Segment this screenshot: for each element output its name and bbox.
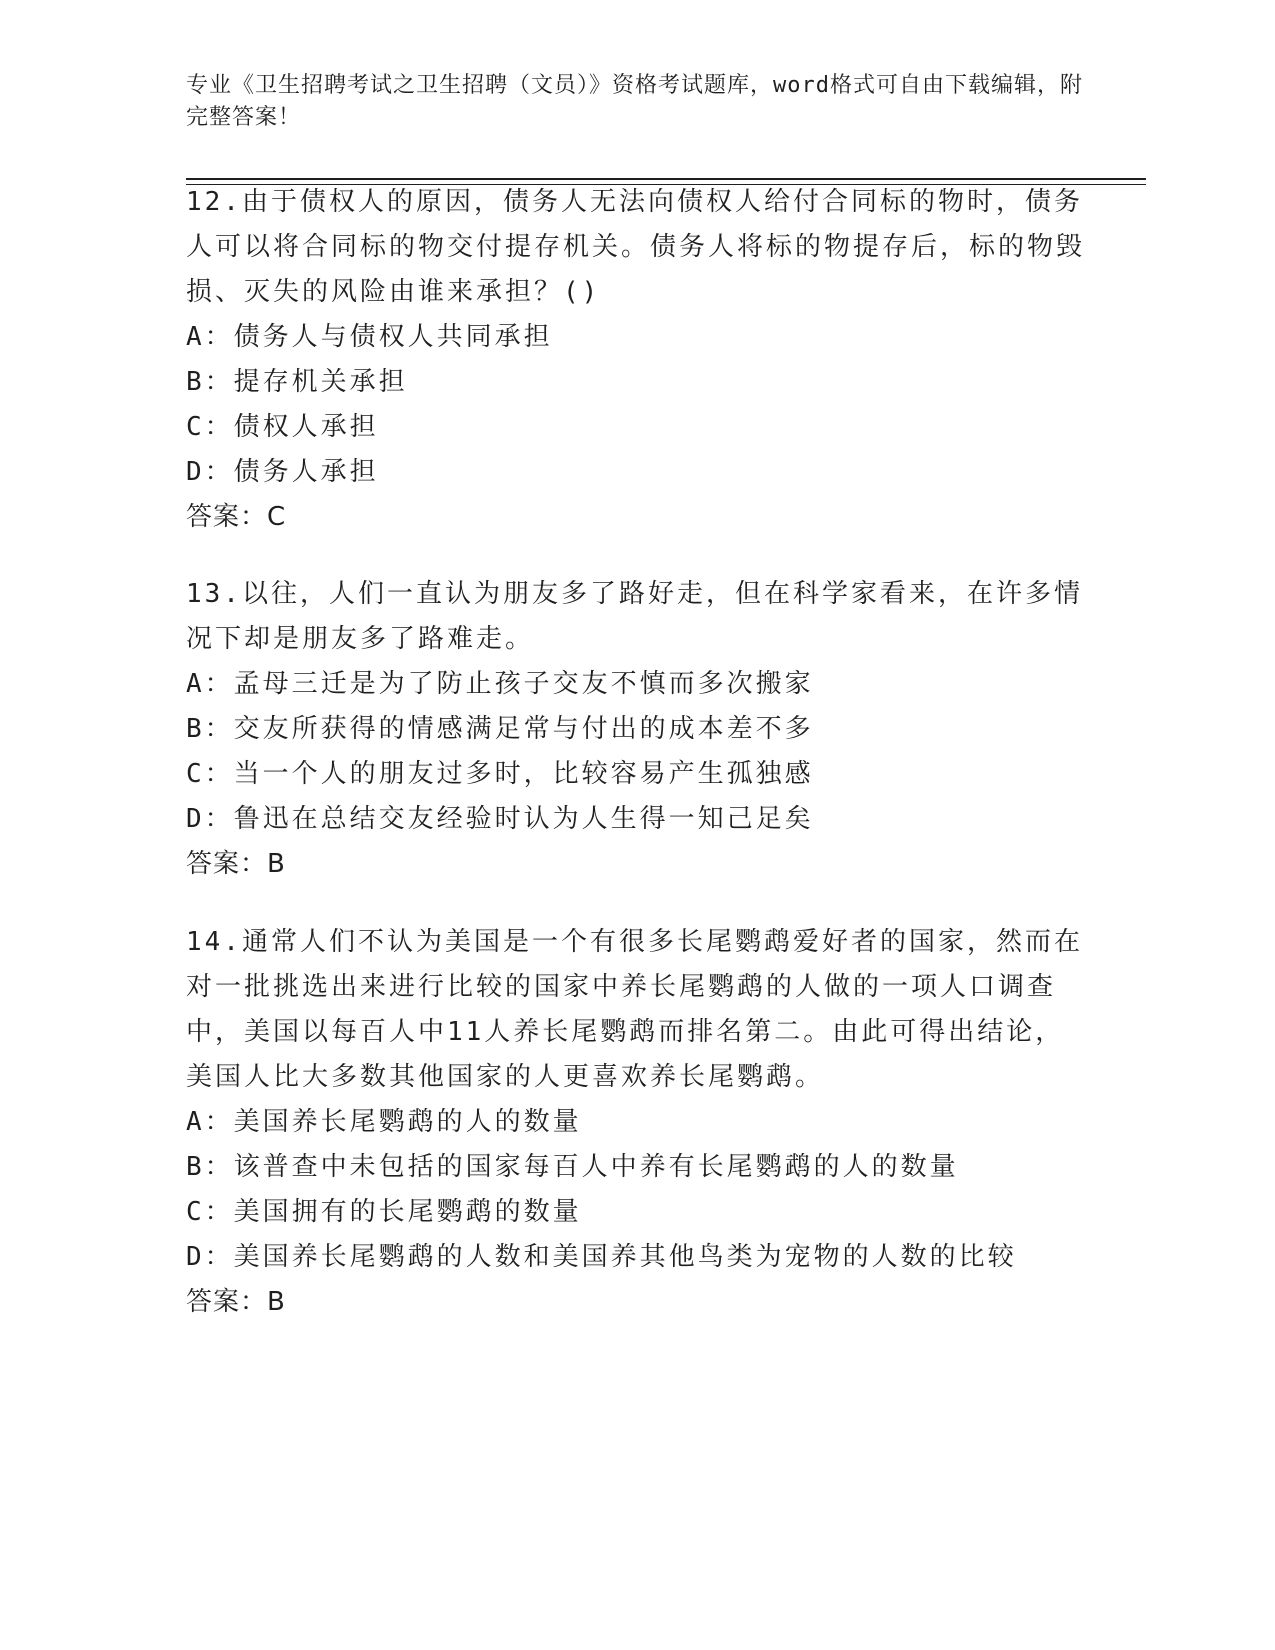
option-b: B：交友所获得的情感满足常与付出的成本差不多 <box>186 714 814 744</box>
option-a: A：债务人与债权人共同承担 <box>186 322 553 352</box>
question-text: 14.通常人们不认为美国是一个有很多长尾鹦鹉爱好者的国家，然而在对一批挑选出来进行比较的国家中养长尾鹦鹉的人做的一项人口调查中，美国以每百人中11人养长尾鹦鹉而排名第二。由此可得出结论，美国人比大多数其他国家的人更喜欢养长尾鹦鹉。 <box>186 927 1083 1092</box>
option-c: C：当一个人的朋友过多时，比较容易产生孤独感 <box>186 759 814 789</box>
option-d: D：鲁迅在总结交友经验时认为人生得一知己足矣 <box>186 804 814 834</box>
option-b: B：该普查中未包括的国家每百人中养有长尾鹦鹉的人的数量 <box>186 1152 959 1182</box>
option-a: A：孟母三迁是为了防止孩子交友不慎而多次搬家 <box>186 669 814 699</box>
option-c: C：美国拥有的长尾鹦鹉的数量 <box>186 1197 582 1227</box>
question-12 <box>186 180 1086 540</box>
question-13 <box>186 572 1086 887</box>
question-text: 12.由于债权人的原因，债务人无法向债权人给付合同标的物时，债务人可以将合同标的物交付提存机关。债务人将标的物提存后，标的物毁损、灭失的风险由谁来承担？() <box>186 187 1086 307</box>
answer: 答案：B <box>186 849 286 879</box>
option-a: A：美国养长尾鹦鹉的人的数量 <box>186 1107 582 1137</box>
answer: 答案：C <box>186 502 287 532</box>
question-text: 13.以往，人们一直认为朋友多了路好走，但在科学家看来，在许多情况下却是朋友多了路难走。 <box>186 579 1083 654</box>
document-header: 专业《卫生招聘考试之卫生招聘（文员）》资格考试题库，word格式可自由下载编辑，附完整答案！ <box>186 73 1083 130</box>
option-d: D：美国养长尾鹦鹉的人数和美国养其他鸟类为宠物的人数的比较 <box>186 1242 1017 1272</box>
answer: 答案：B <box>186 1287 286 1317</box>
option-d: D：债务人承担 <box>186 457 379 487</box>
option-b: B：提存机关承担 <box>186 367 408 397</box>
question-14 <box>186 920 1086 1325</box>
option-c: C：债权人承担 <box>186 412 379 442</box>
